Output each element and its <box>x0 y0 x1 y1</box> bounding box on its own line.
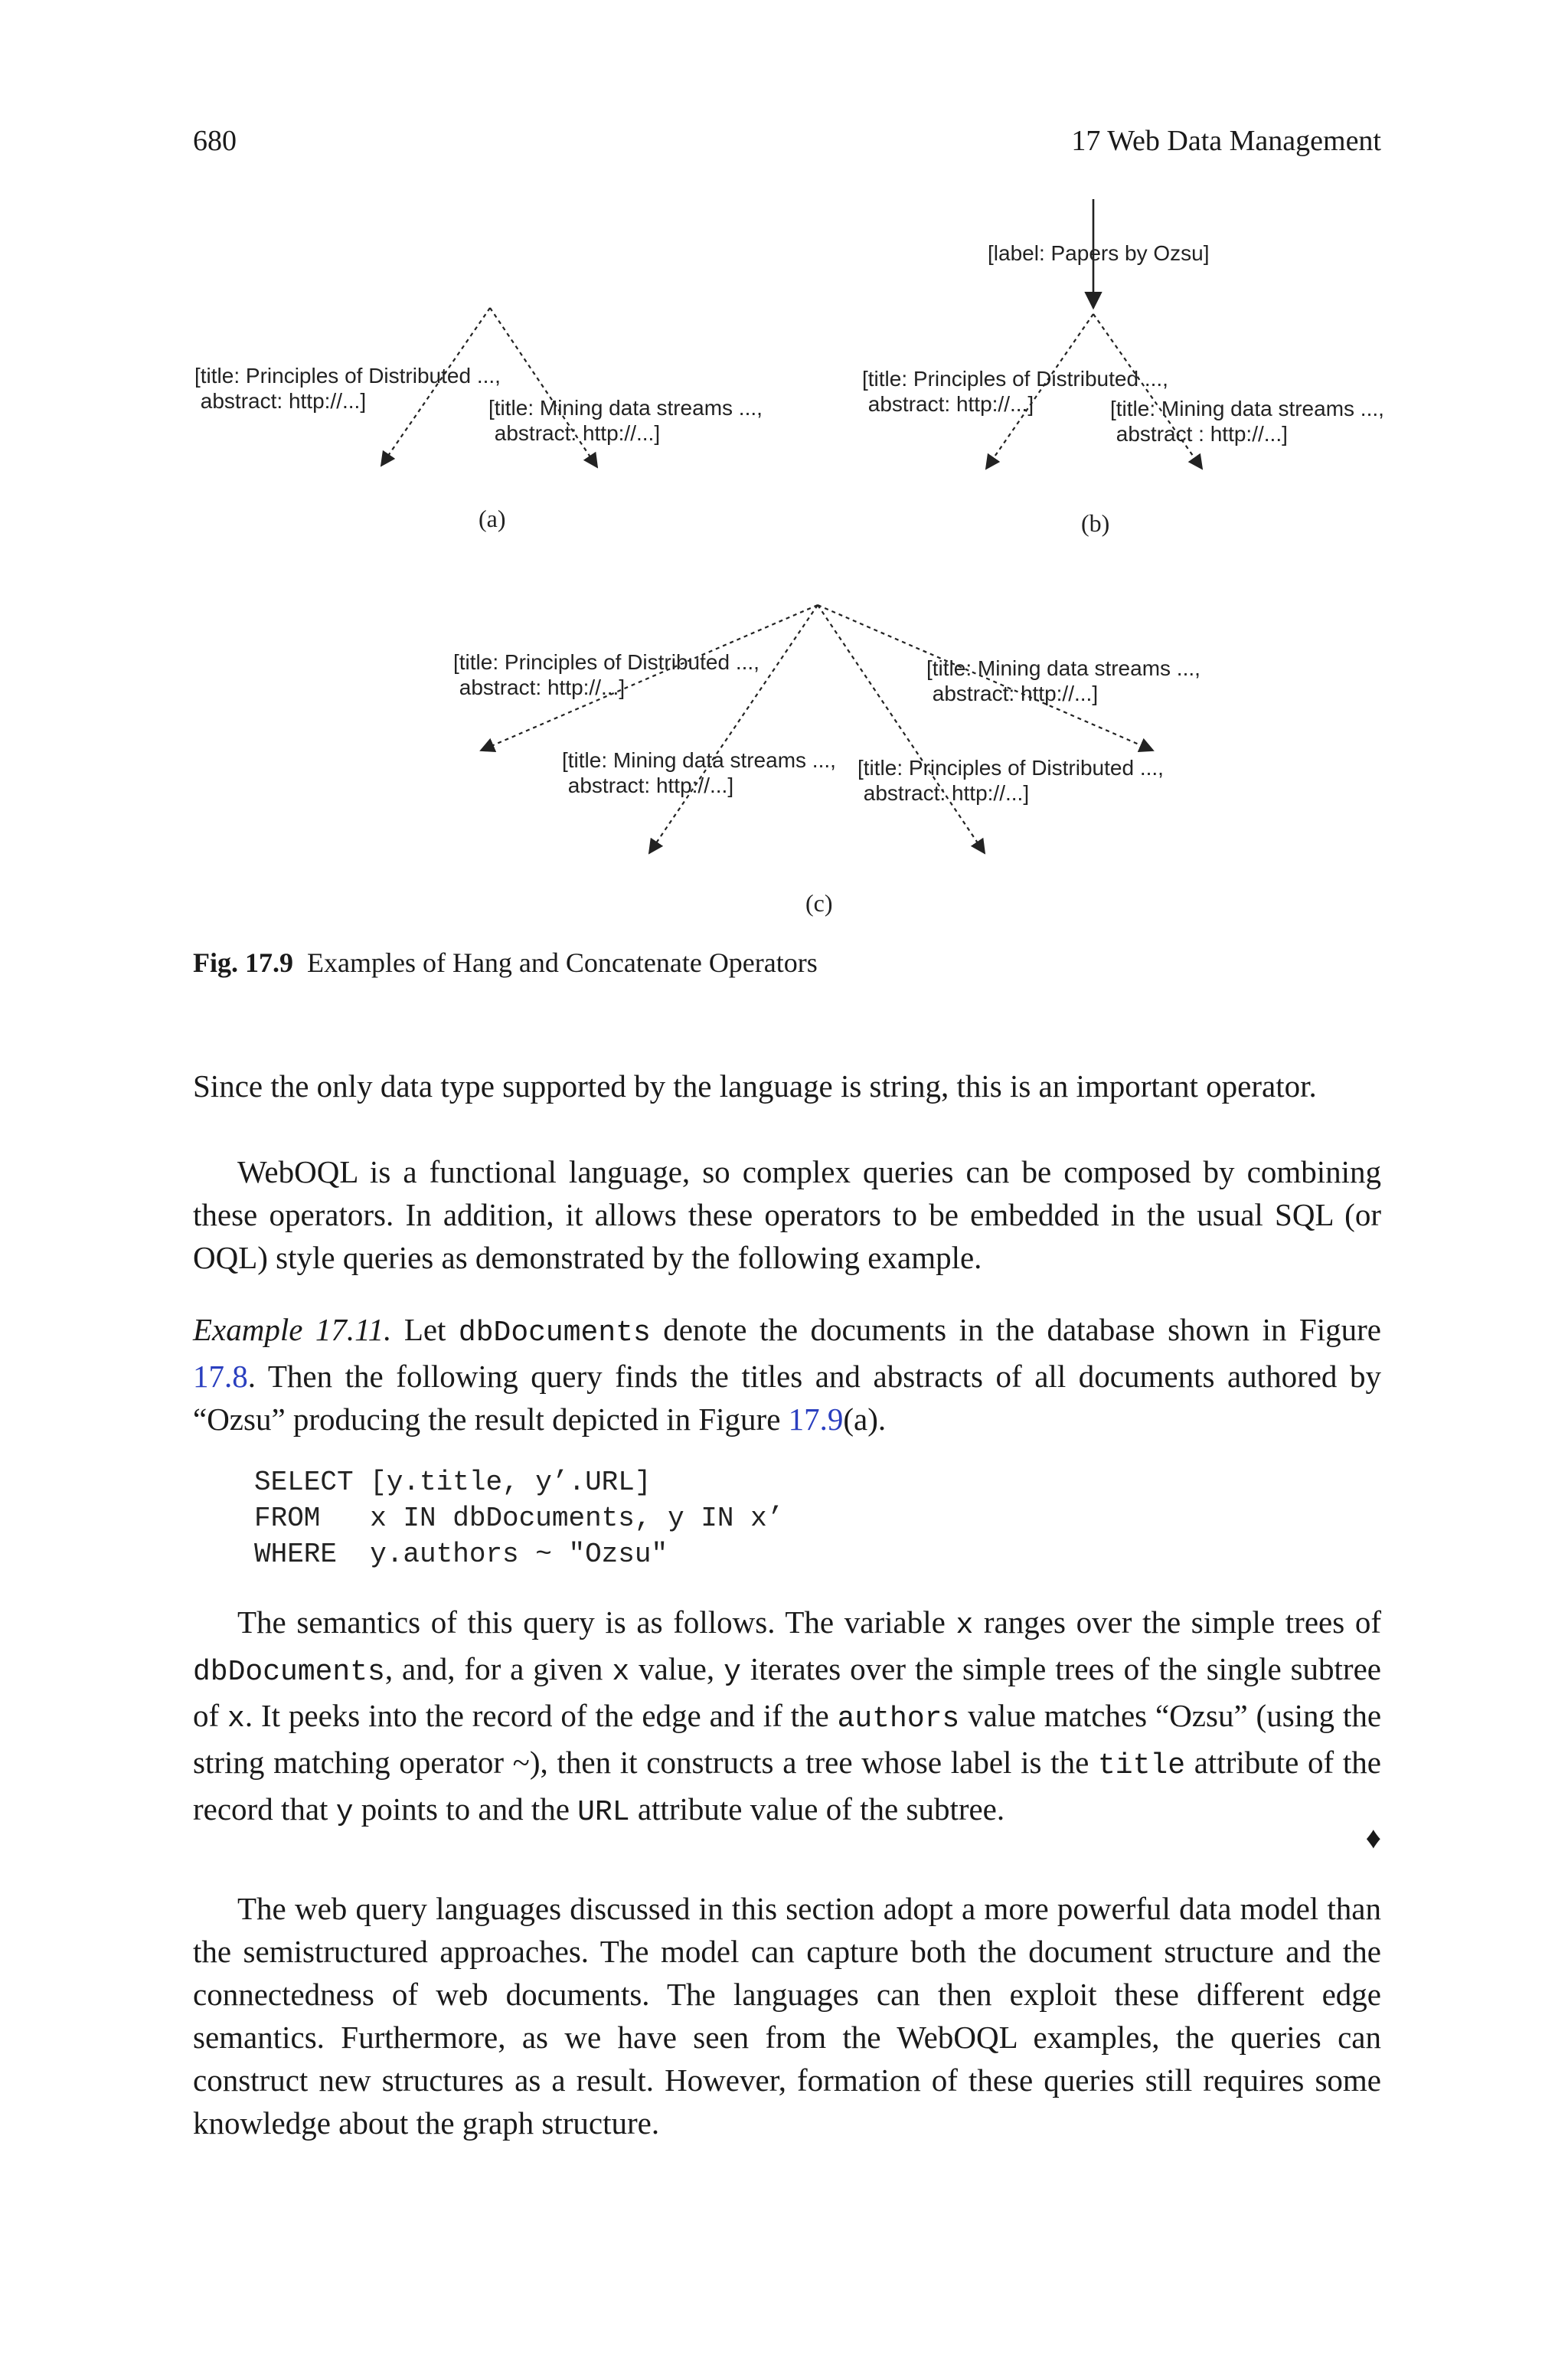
subfigure-a <box>194 308 763 532</box>
node-c1-line1: [title: Principles of Distributed ..., <box>453 650 760 674</box>
example-text: (a). <box>843 1402 887 1437</box>
example-text: denote the documents in the database shown in Figure <box>650 1312 1381 1347</box>
p3-text: points to and the <box>353 1791 578 1827</box>
sublabel-b: (b) <box>1081 509 1110 537</box>
node-a1-line2: abstract: http://...] <box>194 389 367 413</box>
node-b-root-label: [label: Papers by Ozsu] <box>988 241 1210 265</box>
p3-text: The semantics of this query is as follows. The variable <box>237 1604 956 1640</box>
node-c4-line1: [title: Principles of Distributed ..., <box>858 756 1164 780</box>
example-paragraph <box>193 1308 1381 1441</box>
node-b1-line1: [title: Principles of Distributed ..., <box>862 367 1168 391</box>
caption-text: Examples of Hang and Concatenate Operators <box>307 947 818 978</box>
edge-b-left <box>986 314 1093 469</box>
p3-text: iterates over the simple trees of the single subtree of <box>193 1651 1381 1733</box>
paragraph-2: WebOQL is a functional language, so complex queries can be composed by combining these operators. In addition, it allows these operators to be embedded in the usual SQL (or OQL) style queries as demonstrated by the following example. <box>193 1154 1381 1275</box>
figure-caption <box>193 947 818 979</box>
node-c3-line2: abstract: http://...] <box>926 682 1099 705</box>
code-dbdocuments: dbDocuments <box>458 1317 651 1349</box>
figure-ref-17-8[interactable]: 17.8 <box>193 1359 248 1394</box>
caption-label: Fig. 17.9 <box>193 947 293 978</box>
node-c2-line2: abstract: http://...] <box>562 774 734 797</box>
example-text: . Then the following query finds the titles and abstracts of all documents authored by “Ozsu” producing the result depicted in Figure <box>193 1359 1381 1437</box>
p3-text: ranges over the simple trees of <box>973 1604 1381 1640</box>
p3-text: attribute of the record that <box>193 1745 1381 1827</box>
node-c2-line1: [title: Mining data streams ..., <box>562 748 836 772</box>
figure-ref-17-9[interactable]: 17.9 <box>788 1402 844 1437</box>
code-x: x <box>956 1609 974 1642</box>
subfigure-b <box>862 199 1384 537</box>
code-dbdocuments: dbDocuments <box>193 1656 385 1689</box>
code-line-1: SELECT [y.title, y’.URL] <box>254 1467 652 1498</box>
node-c3-line1: [title: Mining data streams ..., <box>926 656 1200 680</box>
p3-text: value, <box>629 1651 724 1686</box>
code-url: URL <box>577 1796 630 1829</box>
code-title: title <box>1097 1749 1186 1782</box>
node-c1-line2: abstract: http://...] <box>453 675 626 699</box>
code-y: y <box>724 1656 741 1689</box>
node-c4-line2: abstract: http://...] <box>858 781 1030 805</box>
code-line-3: WHERE y.authors ~ "Ozsu" <box>254 1539 668 1570</box>
page-number: 680 <box>193 125 237 157</box>
end-of-example-mark: ♦ <box>1365 1820 1381 1855</box>
p3-text: value matches “Ozsu” (using the string matching operator ~), then it constructs a tree whose label is the <box>193 1698 1382 1780</box>
sublabel-c: (c) <box>805 889 833 917</box>
subfigure-c <box>453 605 1200 917</box>
node-b2-line2: abstract : http://...] <box>1110 422 1288 446</box>
code-y: y <box>335 1796 354 1829</box>
node-a1-line1: [title: Principles of Distributed ..., <box>194 364 501 388</box>
edge-c-3 <box>818 605 985 853</box>
code-authors: authors <box>837 1703 960 1735</box>
p3-text: attribute value of the subtree. <box>629 1791 1005 1827</box>
code-x: x <box>612 1656 630 1689</box>
example-label: Example 17.11. <box>193 1312 392 1347</box>
node-a2-line2: abstract: http://...] <box>488 421 661 445</box>
sublabel-a: (a) <box>479 505 506 532</box>
running-title: 17 Web Data Management <box>1071 125 1381 157</box>
paragraph-1: Since the only data type supported by the language is string, this is an important operator. <box>193 1068 1317 1104</box>
code-line-2: FROM x IN dbDocuments, y IN x’ <box>254 1503 784 1534</box>
p3-text: . It peeks into the record of the edge and if the <box>244 1698 838 1733</box>
node-b1-line2: abstract: http://...] <box>862 392 1034 416</box>
paragraph-4: The web query languages discussed in this section adopt a more powerful data model than the semistructured approaches. The model can capture both the document structure and the connectedness of web documents. The languages can then exploit these different edge semantics. Furthermore, as we have seen from the WebOQL examples, the queries can construct new structures as a result. However, formation of these queries still requires some knowledge about the graph structure. <box>193 1891 1381 2141</box>
example-text: Let <box>391 1312 459 1347</box>
paragraph-3 <box>193 1601 1381 1834</box>
node-b2-line1: [title: Mining data streams ..., <box>1110 397 1384 420</box>
node-a2-line1: [title: Mining data streams ..., <box>488 396 763 420</box>
figure-17-9 <box>0 0 1568 934</box>
code-x: x <box>227 1703 245 1735</box>
p3-text: , and, for a given <box>384 1651 612 1686</box>
